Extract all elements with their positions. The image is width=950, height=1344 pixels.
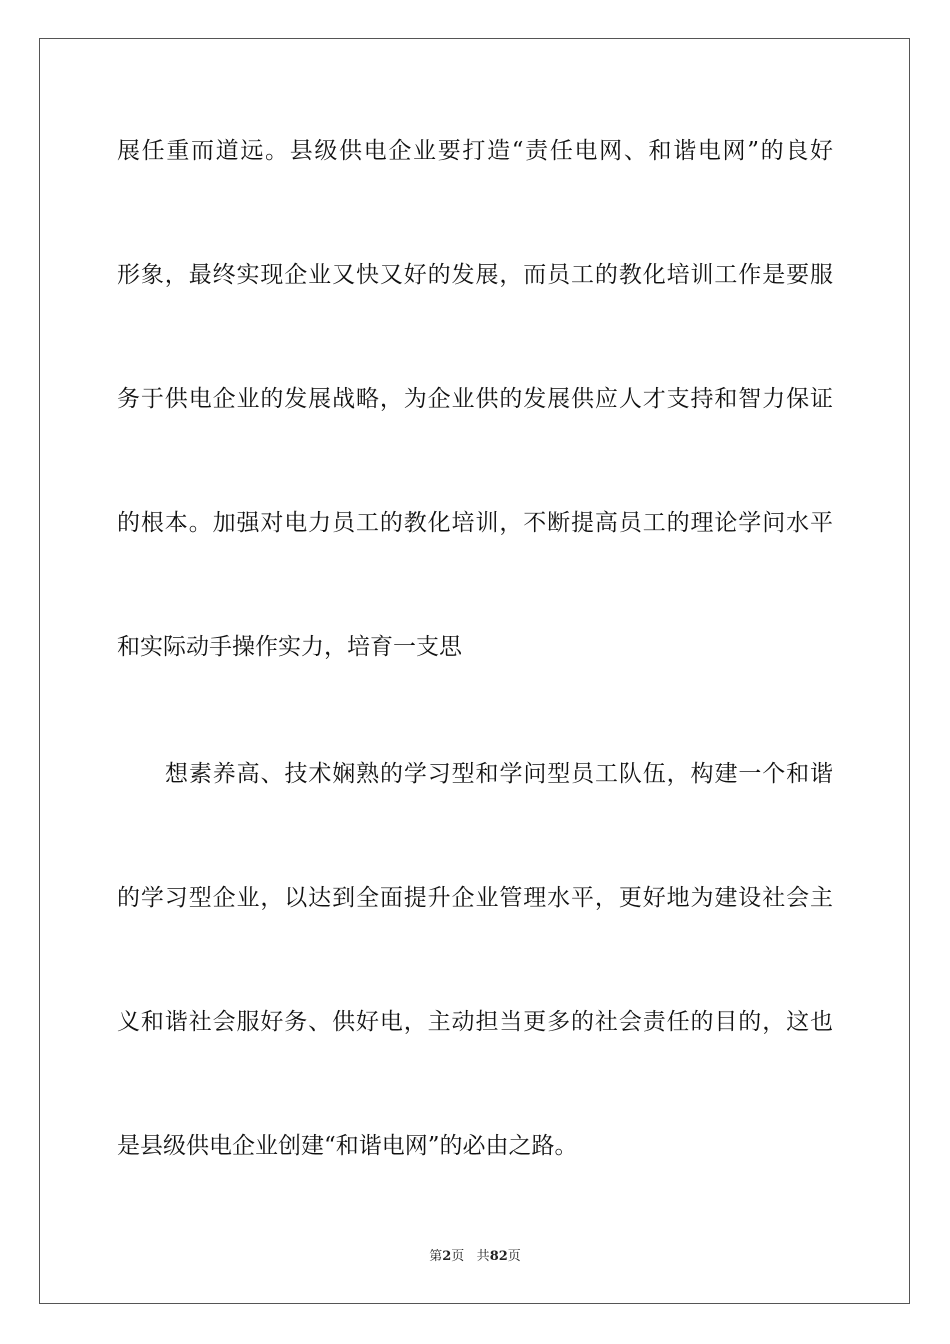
body-line-8: 义和谐社会服好务、供好电，主动担当更多的社会责任的目的，这也 [117, 1009, 833, 1035]
page-prefix: 第 [429, 1249, 443, 1264]
body-line-5: 和实际动手操作实力，培育一支思 [117, 634, 462, 660]
body-line-1: 展任重而道远。县级供电企业要打造“责任电网、和谐电网”的良好 [117, 138, 833, 164]
total-prefix: 共 [476, 1249, 490, 1264]
body-line-3: 务于供电企业的发展战略，为企业供的发展供应人才支持和智力保证 [117, 386, 833, 412]
body-line-9: 是县级供电企业创建“和谐电网”的必由之路。 [117, 1133, 578, 1159]
body-line-6: 想素养高、技术娴熟的学习型和学问型员工队伍，构建一个和谐 [165, 761, 833, 787]
page-frame [39, 38, 910, 1304]
page-suffix: 页 [451, 1249, 465, 1264]
page-footer [0, 1249, 950, 1265]
body-line-2: 形象，最终实现企业又快又好的发展，而员工的教化培训工作是要服 [117, 262, 833, 288]
body-line-4: 的根本。加强对电力员工的教化培训，不断提高员工的理论学问水平 [117, 510, 833, 536]
total-pages: 82 [489, 1249, 508, 1264]
page-number: 2 [442, 1249, 452, 1264]
body-line-7: 的学习型企业，以达到全面提升企业管理水平，更好地为建设社会主 [117, 885, 833, 911]
total-suffix: 页 [507, 1249, 521, 1264]
